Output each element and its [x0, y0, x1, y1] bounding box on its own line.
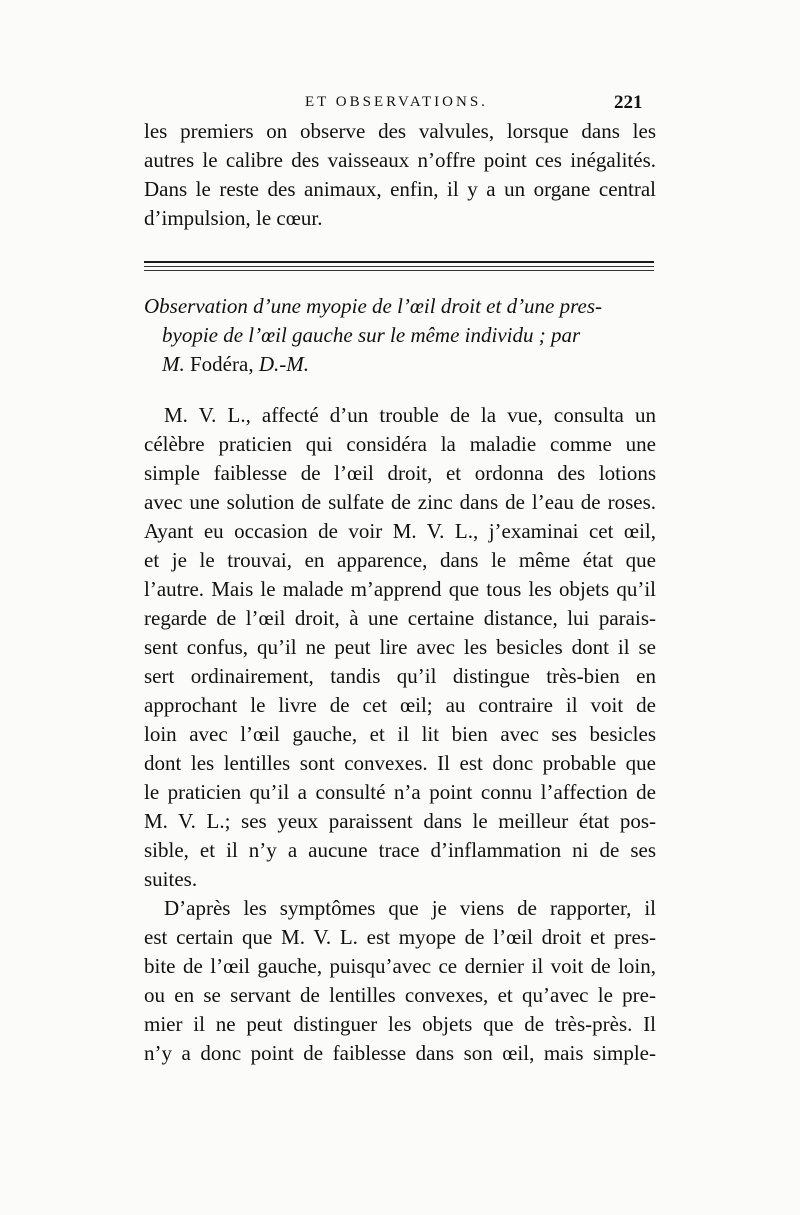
text-line: n’y a donc point de faiblesse dans son œil, mais simple- — [144, 1041, 656, 1065]
section-divider-thin — [144, 270, 654, 271]
text-line: l’autre. Mais le malade m’apprend que tous les objets qu’il — [144, 577, 656, 601]
text-line: M. V. L., affecté d’un trouble de la vue, consulta un — [164, 403, 656, 427]
article-title-line: byopie de l’œil gauche sur le même individu ; par — [162, 323, 581, 347]
text-line: bite de l’œil gauche, puisqu’avec ce dernier il voit de loin, — [144, 954, 656, 978]
author-prefix: M. — [162, 352, 185, 376]
page-number: 221 — [614, 92, 643, 113]
text-line: simple faiblesse de l’œil droit, et ordonna des lotions — [144, 461, 656, 485]
text-line: mier il ne peut distinguer les objets que de très-près. Il — [144, 1012, 656, 1036]
text-line: Ayant eu occasion de voir M. V. L., j’examinai cet œil, — [144, 519, 656, 543]
text-line: célèbre praticien qui considéra la maladie comme une — [144, 432, 656, 456]
text-line: dont les lentilles sont convexes. Il est donc probable que — [144, 751, 656, 775]
text-line: les premiers on observe des valvules, lorsque dans les — [144, 119, 656, 143]
article-author — [144, 350, 656, 379]
author-degree: D.-M. — [258, 352, 309, 376]
text-line: sible, et il n’y a aucune trace d’inflammation ni de ses — [144, 838, 656, 862]
text-line: est certain que M. V. L. est myope de l’œil droit et pres- — [144, 925, 656, 949]
text-line: et je le trouvai, en apparence, dans le même état que — [144, 548, 656, 572]
running-title: ET OBSERVATIONS. — [305, 94, 488, 110]
previous-section-text — [144, 117, 656, 233]
text-line: d’impulsion, le cœur. — [144, 206, 323, 230]
text-line: Dans le reste des animaux, enfin, il y a un organe central — [144, 177, 656, 201]
text-line: M. V. L.; ses yeux paraissent dans le meilleur état pos- — [144, 809, 656, 833]
text-line: D’après les symptômes que je viens de rapporter, il — [164, 896, 656, 920]
text-line: le praticien qu’il a consulté n’a point connu l’affection de — [144, 780, 656, 804]
text-line: sert ordinairement, tandis qu’il distingue très-bien en — [144, 664, 656, 688]
running-header — [0, 94, 800, 118]
article-body — [144, 401, 656, 1068]
text-line: sent confus, qu’il ne peut lire avec les besicles dont il se — [144, 635, 656, 659]
text-line: loin avec l’œil gauche, et il lit bien avec ses besicles — [144, 722, 656, 746]
section-divider-thin — [144, 266, 654, 267]
text-line: autres le calibre des vaisseaux n’offre point ces inégalités. — [144, 148, 656, 172]
text-line: regarde de l’œil droit, à une certaine distance, lui parais- — [144, 606, 656, 630]
text-line: ou en se servant de lentilles convexes, et qu’avec le pre- — [144, 983, 656, 1007]
text-line: avec une solution de sulfate de zinc dans de l’eau de roses. — [144, 490, 656, 514]
text-line: approchant le livre de cet œil; au contraire il voit de — [144, 693, 656, 717]
article-title — [144, 292, 656, 379]
section-divider-thick — [144, 261, 654, 263]
text-line: suites. — [144, 867, 198, 891]
article-title-line: Observation d’une myopie de l’œil droit et d’une pres- — [144, 294, 603, 318]
author-name: Fodéra, — [190, 352, 254, 376]
